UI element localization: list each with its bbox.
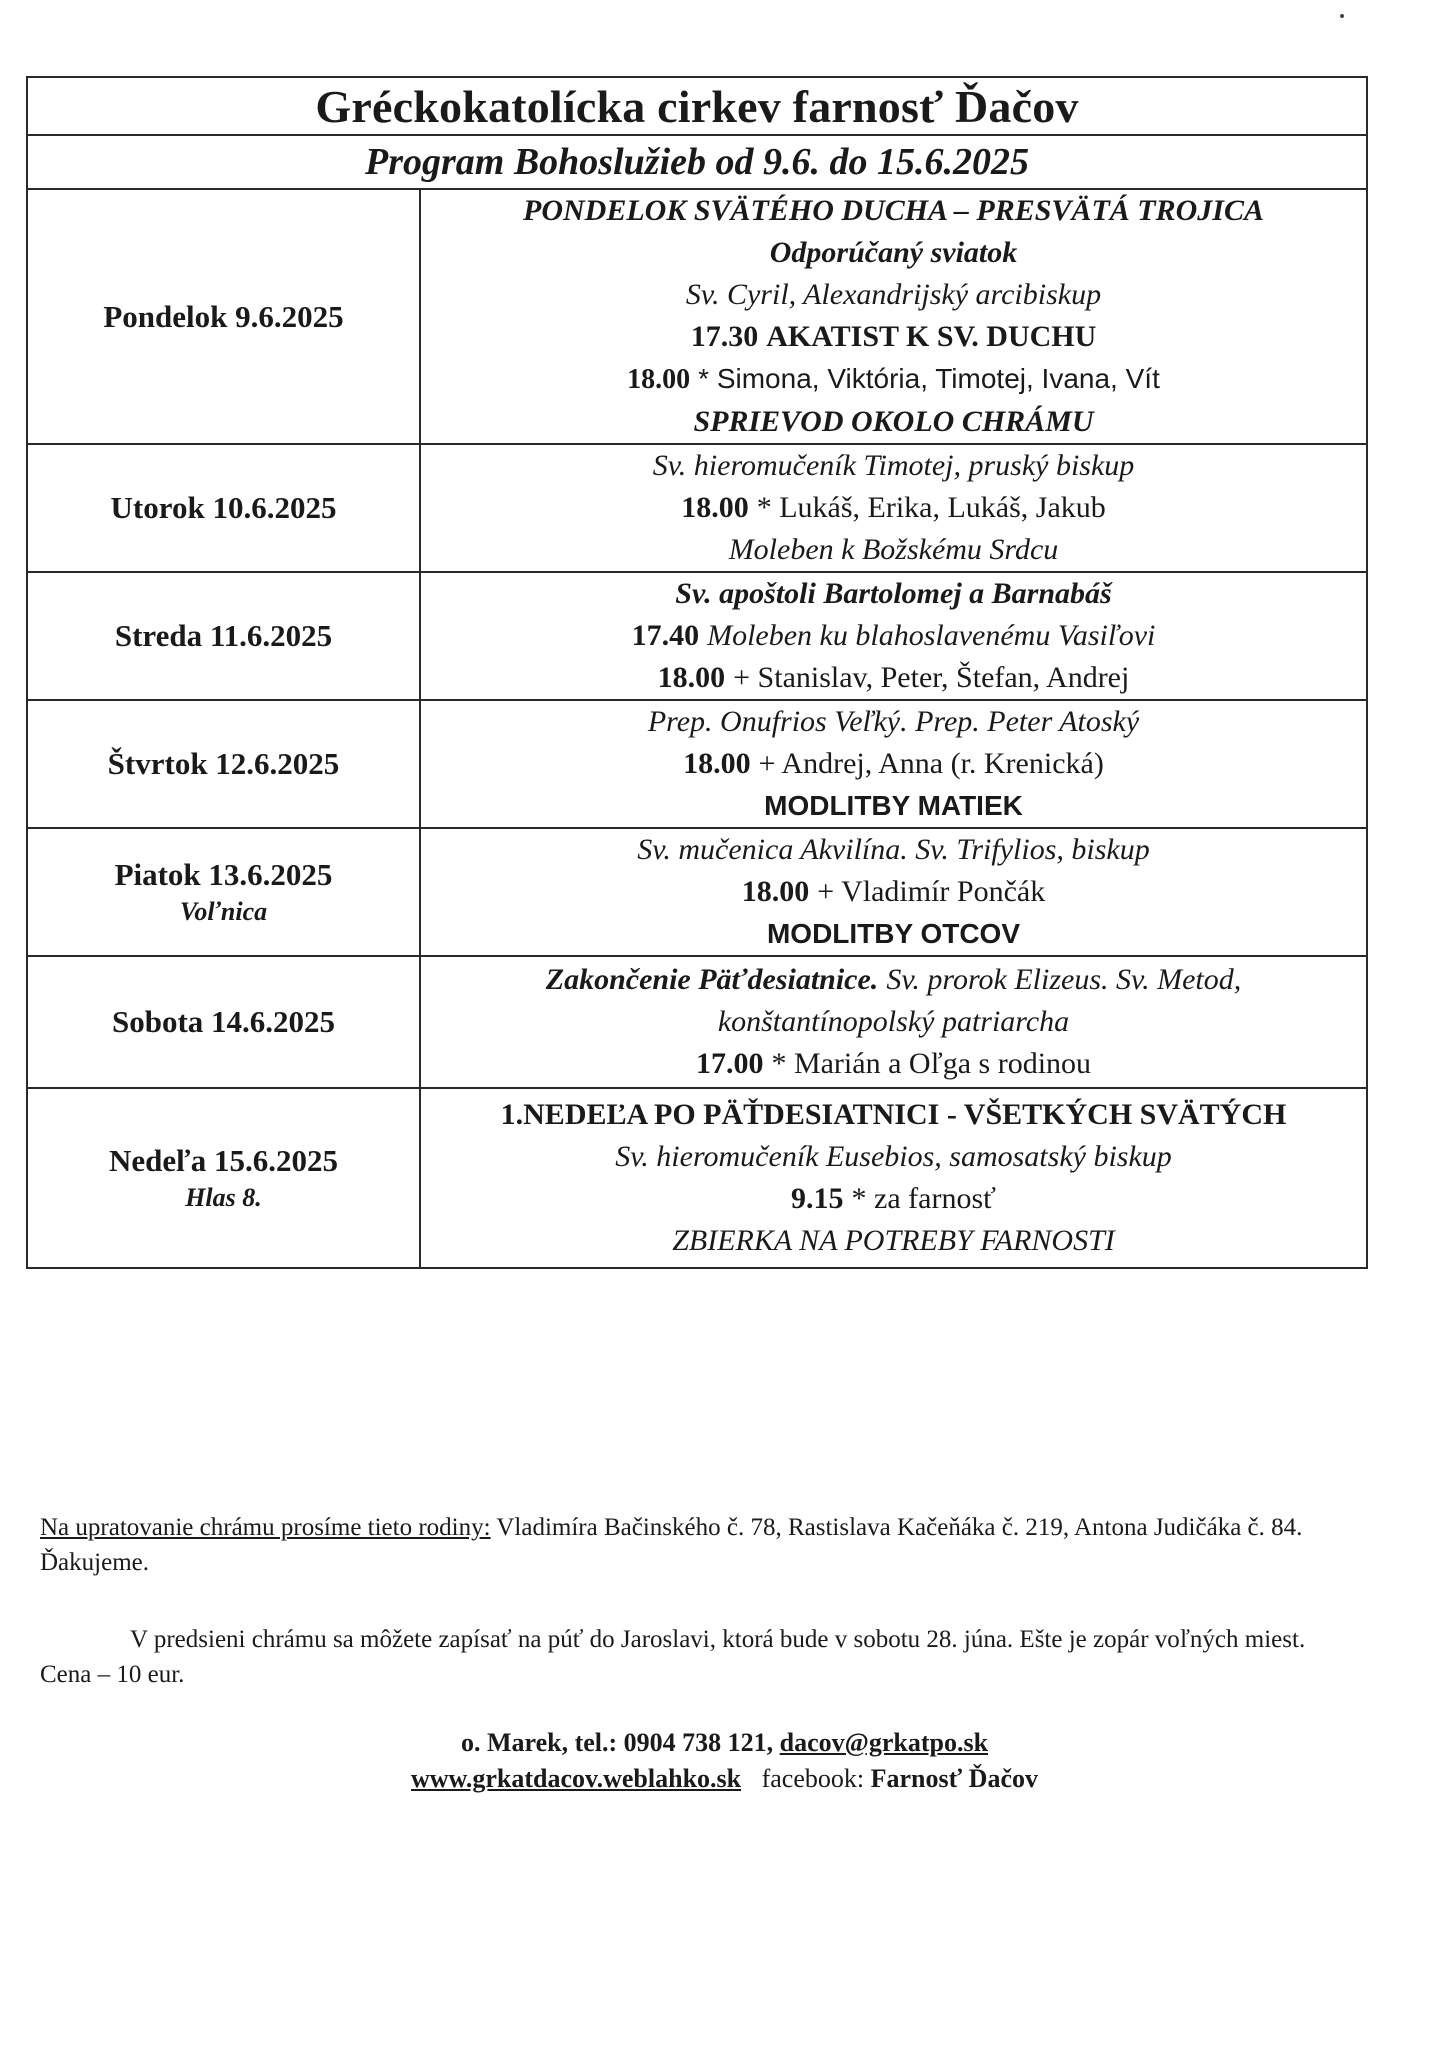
service-time: 18.00 xyxy=(741,875,810,908)
day-row xyxy=(27,828,1367,956)
day-date: Streda 11.6.2025 xyxy=(114,618,333,653)
page-title: Gréckokatolícka cirkev farnosť Ďačov xyxy=(27,77,1367,135)
day-row xyxy=(27,956,1367,1088)
detail-text: PONDELOK SVÄTÉHO DUCHA – PRESVÄTÁ TROJICA xyxy=(523,194,1264,227)
day-detail-cell xyxy=(420,444,1367,572)
day-row xyxy=(27,700,1367,828)
detail-text: * za farnosť xyxy=(851,1182,996,1215)
priest-contact: o. Marek, tel.: 0904 738 121, xyxy=(460,1728,774,1757)
detail-text: Prep. Onufrios Veľký. Prep. Peter Atoský xyxy=(647,705,1140,738)
cleaning-label: Na upratovanie chrámu prosíme tieto rodiny: xyxy=(40,1514,491,1541)
day-date: Sobota 14.6.2025 xyxy=(111,1004,336,1039)
detail-text: Sv. hieromučeník Eusebios, samosatský biskup xyxy=(615,1140,1172,1173)
detail-text: AKATIST K SV. DUCHU xyxy=(766,320,1097,353)
day-detail-cell xyxy=(420,828,1367,956)
detail-line xyxy=(421,785,1366,827)
detail-line xyxy=(421,913,1366,955)
day-date: Utorok 10.6.2025 xyxy=(110,490,337,525)
detail-line xyxy=(421,573,1366,615)
day-detail-cell xyxy=(420,956,1367,1088)
service-time: 17.00 xyxy=(695,1047,764,1080)
web-line xyxy=(0,1761,1449,1797)
detail-text: * Marián a Oľga s rodinou xyxy=(771,1047,1092,1080)
detail-line xyxy=(421,190,1366,232)
detail-text: Sv. Cyril, Alexandrijský arcibiskup xyxy=(685,278,1102,311)
detail-line xyxy=(421,1094,1366,1136)
detail-text: ZBIERKA NA POTREBY FARNOSTI xyxy=(672,1224,1115,1257)
service-time: 17.30 xyxy=(690,320,759,353)
detail-text: MODLITBY MATIEK xyxy=(764,790,1023,821)
detail-line xyxy=(421,529,1366,571)
day-date: Piatok 13.6.2025 xyxy=(114,857,333,892)
contact-line xyxy=(0,1725,1449,1761)
detail-line xyxy=(421,657,1366,699)
detail-line xyxy=(421,615,1366,657)
day-row xyxy=(27,1088,1367,1268)
detail-text: MODLITBY OTCOV xyxy=(766,918,1021,949)
email-link[interactable]: dacov@grkatpo.sk xyxy=(779,1728,989,1757)
detail-line xyxy=(421,701,1366,743)
detail-line xyxy=(421,959,1366,1001)
day-date: Nedeľa 15.6.2025 xyxy=(109,1143,338,1178)
detail-line xyxy=(421,274,1366,316)
detail-line xyxy=(421,1043,1366,1085)
day-row xyxy=(27,189,1367,444)
service-time: 17.40 xyxy=(631,619,700,652)
service-time: 18.00 xyxy=(627,364,691,395)
detail-line xyxy=(421,316,1366,358)
schedule-table xyxy=(26,76,1368,1269)
day-label-cell xyxy=(27,828,420,956)
detail-text: Moleben ku blahoslavenému Vasiľovi xyxy=(707,619,1156,652)
detail-text: Sv. apoštoli Bartolomej a Barnabáš xyxy=(675,577,1112,610)
day-label-cell xyxy=(27,1088,420,1268)
detail-line xyxy=(421,1178,1366,1220)
notes-section xyxy=(40,1510,1340,1692)
detail-text: * Simona, Viktória, Timotej, Ivana, Vít xyxy=(698,363,1160,394)
detail-line xyxy=(421,358,1366,401)
detail-text: SPRIEVOD OKOLO CHRÁMU xyxy=(693,405,1094,438)
detail-text: + Vladimír Pončák xyxy=(817,875,1046,908)
day-label-cell xyxy=(27,572,420,700)
service-time: 18.00 xyxy=(657,661,726,694)
day-label-cell xyxy=(27,444,420,572)
service-time: 18.00 xyxy=(683,747,751,780)
detail-text: Odporúčaný sviatok xyxy=(769,236,1018,269)
day-row xyxy=(27,444,1367,572)
day-label-cell xyxy=(27,700,420,828)
detail-text: + Stanislav, Peter, Štefan, Andrej xyxy=(733,661,1130,694)
day-row xyxy=(27,572,1367,700)
day-label-cell xyxy=(27,956,420,1088)
detail-line xyxy=(421,829,1366,871)
detail-line xyxy=(421,401,1366,443)
page-subtitle: Program Bohoslužieb od 9.6. do 15.6.2025 xyxy=(27,135,1367,189)
service-time: 18.00 xyxy=(681,491,749,524)
detail-text: 1.NEDEĽA PO PÄŤDESIATNICI - VŠETKÝCH SVÄTÝCH xyxy=(500,1098,1287,1131)
contacts-section xyxy=(0,1725,1449,1797)
day-detail-cell xyxy=(420,1088,1367,1268)
detail-line xyxy=(421,743,1366,785)
day-label-cell xyxy=(27,189,420,444)
day-note: Hlas 8. xyxy=(185,1183,262,1212)
feast-lead: Zakončenie Päťdesiatnice. xyxy=(545,963,879,996)
day-detail-cell xyxy=(420,572,1367,700)
detail-text: Sv. prorok Elizeus. Sv. Metod, xyxy=(886,963,1242,996)
detail-line xyxy=(421,871,1366,913)
day-date: Pondelok 9.6.2025 xyxy=(103,298,344,334)
website-link[interactable]: www.grkatdacov.weblahko.sk xyxy=(410,1764,742,1793)
detail-line xyxy=(421,445,1366,487)
service-time: 9.15 xyxy=(791,1182,844,1215)
detail-text: Moleben k Božskému Srdcu xyxy=(728,533,1059,566)
title-row xyxy=(27,77,1367,135)
detail-text: konštantínopolský patriarcha xyxy=(717,1005,1070,1038)
detail-text: * Lukáš, Erika, Lukáš, Jakub xyxy=(756,491,1106,524)
day-date: Štvrtok 12.6.2025 xyxy=(107,746,340,781)
day-detail-cell xyxy=(420,189,1367,444)
detail-line xyxy=(421,1001,1366,1043)
detail-line xyxy=(421,487,1366,529)
detail-text: Sv. hieromučeník Timotej, pruský biskup xyxy=(652,449,1135,482)
facebook-label: facebook: xyxy=(761,1764,865,1793)
detail-text: + Andrej, Anna (r. Krenická) xyxy=(758,747,1104,780)
facebook-name: Farnosť Ďačov xyxy=(870,1764,1038,1793)
detail-line xyxy=(421,1136,1366,1178)
detail-line xyxy=(421,1220,1366,1262)
pilgrimage-note: V predsieni chrámu sa môžete zapísať na púť do Jaroslavi, ktorá bude v sobotu 28. júna. Ešte je zopár voľných miest. Cena – 10 eur. xyxy=(40,1626,1306,1688)
cleaning-note xyxy=(40,1510,1340,1580)
detail-line xyxy=(421,232,1366,274)
detail-text: Sv. mučenica Akvilína. Sv. Trifylios, biskup xyxy=(637,833,1150,866)
scan-speck xyxy=(1340,14,1344,18)
day-detail-cell xyxy=(420,700,1367,828)
subtitle-row xyxy=(27,135,1367,189)
cleaning-text: Vladimíra Bačinského č. 78, Rastislava Kačeňáka č. 219, Antona Judičáka č. 84. Ďakujeme. xyxy=(40,1514,1303,1576)
day-note: Voľnica xyxy=(179,897,268,926)
